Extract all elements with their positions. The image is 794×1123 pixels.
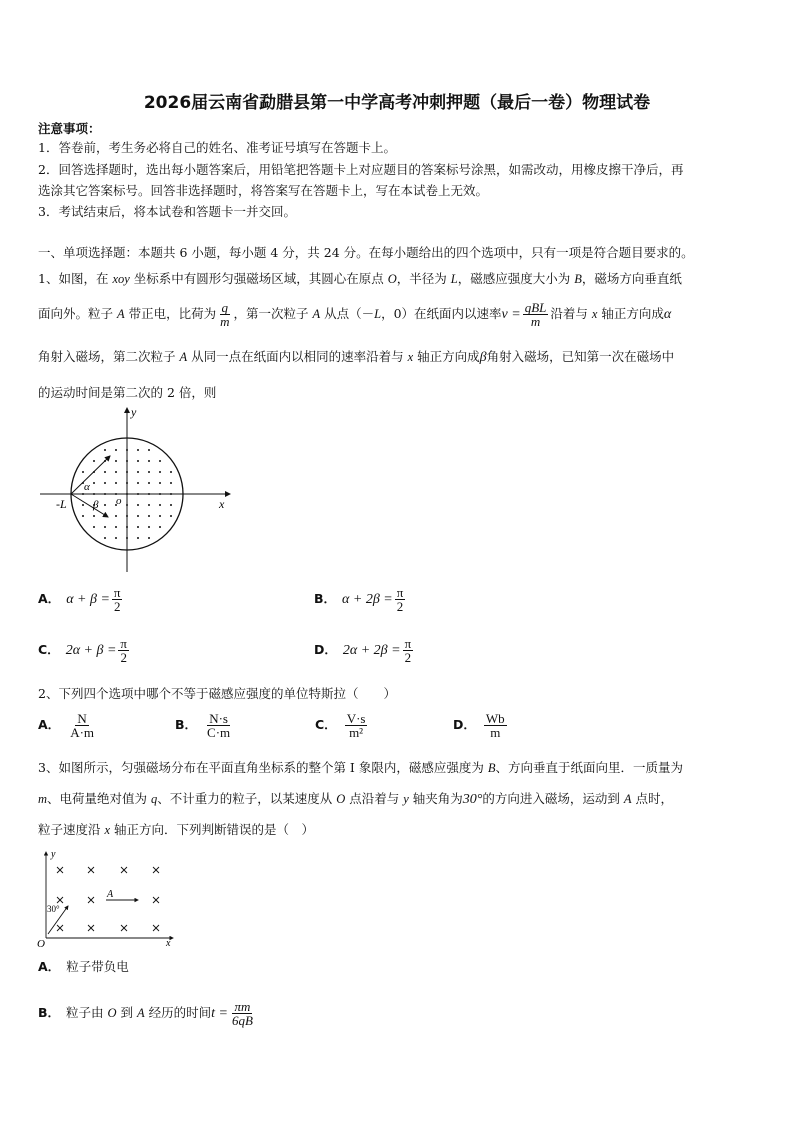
- field-dot: [82, 471, 84, 473]
- field-dot: [159, 460, 161, 462]
- q1-line-4: 的运动时间是第二次的 2 倍，则: [38, 385, 217, 400]
- q1-line-3: 角射入磁场，第二次粒子 A 从同一点在纸面内以相同的速率沿着与 x 轴正方向成β角射入磁场，已知第一次在磁场中: [38, 349, 675, 365]
- field-cross: [121, 925, 127, 931]
- field-dot: [115, 482, 117, 484]
- field-dot: [137, 537, 139, 539]
- field-dot: [159, 515, 161, 517]
- field-cross: [153, 897, 159, 903]
- field-dot: [126, 471, 128, 473]
- field-cross: [88, 897, 94, 903]
- field-dot: [104, 471, 106, 473]
- field-dot: [159, 471, 161, 473]
- field-dot: [93, 515, 95, 517]
- q3-first-quadrant-figure: [36, 846, 178, 948]
- field-dot: [115, 460, 117, 462]
- field-dot: [137, 504, 139, 506]
- field-dot: [170, 504, 172, 506]
- field-cross: [57, 925, 63, 931]
- field-cross: [88, 867, 94, 873]
- field-dot: [137, 526, 139, 528]
- q2-option-b[interactable]: B． $\frac{N\cdot s}{C\cdot m}$: [175, 711, 231, 740]
- field-dot: [115, 515, 117, 517]
- field-dot: [82, 504, 84, 506]
- field-cross: [57, 867, 63, 873]
- notes-heading: 注意事项：: [38, 121, 101, 136]
- q2-option-d[interactable]: D． $\frac{Wb}{m}$: [453, 711, 505, 740]
- field-dot: [126, 537, 128, 539]
- field-dot: [126, 515, 128, 517]
- field-dot: [159, 504, 161, 506]
- field-dot: [170, 471, 172, 473]
- y-axis-label: y: [131, 405, 137, 419]
- field-dot: [93, 493, 95, 495]
- field-dot: [93, 460, 95, 462]
- field-dot: [148, 515, 150, 517]
- field-dot: [82, 515, 84, 517]
- note-item-2-cont: 选涂其它答案标号。回答非选择题时，将答案写在答题卡上，写在本试卷上无效。: [38, 183, 489, 198]
- field-dot: [148, 471, 150, 473]
- velocity-arrow-beta: [71, 494, 108, 517]
- field-cross: [57, 897, 63, 903]
- field-dot: [148, 482, 150, 484]
- field-dot: [170, 515, 172, 517]
- q1-magnetic-field-figure: [36, 404, 236, 576]
- field-dot: [170, 482, 172, 484]
- q1-option-a[interactable]: A． α + β = $\frac{\pi}{2}$: [38, 585, 121, 614]
- q1-option-b[interactable]: B． α + 2β = $\frac{\pi}{2}$: [314, 585, 404, 614]
- q3-option-a[interactable]: A． 粒子带负电: [38, 959, 129, 974]
- field-dot: [126, 526, 128, 528]
- field-dot: [104, 449, 106, 451]
- field-dot: [104, 482, 106, 484]
- field-dot: [159, 493, 161, 495]
- field-dot: [137, 449, 139, 451]
- field-dot: [159, 482, 161, 484]
- field-dot: [148, 449, 150, 451]
- field-dot: [148, 493, 150, 495]
- field-dot: [115, 449, 117, 451]
- field-dot: [137, 515, 139, 517]
- field-dot: [115, 471, 117, 473]
- field-dot: [137, 471, 139, 473]
- x-axis-label: x: [219, 497, 225, 511]
- alpha-label: α: [84, 481, 90, 493]
- field-dot: [137, 493, 139, 495]
- x-axis-label: x: [166, 938, 171, 948]
- q2-stem: 2、下列四个选项中哪个不等于磁感应强度的单位特斯拉（ ）: [38, 686, 396, 701]
- q1-line-1: 1、如图，在 xoy 坐标系中有圆形匀强磁场区域，其圆心在原点 O，半径为 L，磁感应强度大小为 B，磁场方向垂直纸: [38, 271, 682, 286]
- field-dot: [126, 449, 128, 451]
- q1-option-d[interactable]: D． 2α + 2β = $\frac{\pi}{2}$: [314, 636, 412, 665]
- q2-option-a[interactable]: A． $\frac{N}{A\cdot m}$: [38, 711, 95, 740]
- page-title: 2026届云南省勐腊县第一中学高考冲刺押题（最后一卷）物理试卷: [143, 93, 651, 113]
- point-a-label: A: [107, 889, 114, 900]
- field-dot: [159, 526, 161, 528]
- q1-line-2: 面向外。粒子 A 带正电，比荷为 $\frac{q}{m}$ ，第一次粒子 A 从点（－L，0）在纸面内以速率v = $\frac{\text{qBL}}{m}$ 沿着与 x 轴正方向成α: [38, 300, 672, 329]
- q1-option-c[interactable]: C． 2α + β = $\frac{\pi}{2}$: [38, 636, 127, 665]
- field-cross: [153, 925, 159, 931]
- field-dot: [104, 493, 106, 495]
- origin-label: o: [116, 495, 122, 507]
- field-dot: [104, 526, 106, 528]
- field-dot: [104, 504, 106, 506]
- angle-label: 30°: [47, 904, 60, 914]
- field-dot: [148, 526, 150, 528]
- field-cross: [121, 867, 127, 873]
- field-dot: [126, 460, 128, 462]
- y-axis-label: y: [51, 849, 56, 860]
- neg-l-label: -L: [56, 497, 67, 511]
- field-dot: [115, 537, 117, 539]
- field-dot: [137, 482, 139, 484]
- note-item-1: 1．答卷前，考生务必将自己的姓名、准考证号填写在答题卡上。: [38, 140, 396, 155]
- q2-option-c[interactable]: C． $\frac{V\cdot s}{\text{m²}}$: [315, 711, 366, 740]
- origin-label: O: [37, 938, 45, 948]
- field-dot: [93, 482, 95, 484]
- q3-line-3: 粒子速度沿 x 轴正方向．下列判断错误的是（ ）: [38, 822, 315, 837]
- field-dot: [82, 493, 84, 495]
- field-dot: [126, 482, 128, 484]
- section-heading: 一、单项选择题：本题共 6 小题，每小题 4 分，共 24 分。在每小题给出的四个选项中，只有一项是符合题目要求的。: [38, 245, 694, 260]
- note-item-3: 3．考试结束后，将本试卷和答题卡一并交回。: [38, 204, 296, 219]
- note-item-2: 2．回答选择题时，选出每小题答案后，用铅笔把答题卡上对应题目的答案标号涂黑，如需改动，用橡皮擦干净后，再: [38, 162, 684, 177]
- field-dot: [126, 493, 128, 495]
- q3-option-b[interactable]: B． 粒子由 O 到 A 经历的时间t = $\frac{\pi m}{6qB}$: [38, 999, 253, 1028]
- beta-label: β: [93, 499, 99, 511]
- charge-ratio-fraction: $\frac{q}{m}$: [220, 300, 230, 329]
- field-dot: [148, 537, 150, 539]
- field-dot: [148, 460, 150, 462]
- field-dot: [115, 526, 117, 528]
- velocity-fraction: $\frac{\text{qBL}}{m}$: [524, 300, 547, 329]
- velocity-arrow-alpha: [71, 456, 110, 494]
- field-dot: [148, 504, 150, 506]
- field-cross: [88, 925, 94, 931]
- q3-line-1: 3、如图所示，匀强磁场分布在平面直角坐标系的整个第 I 象限内，磁感应强度为 B、方向垂直于纸面向里．一质量为: [38, 760, 683, 775]
- field-cross: [153, 867, 159, 873]
- field-dot: [137, 460, 139, 462]
- field-dot: [93, 526, 95, 528]
- q3-line-2: m、电荷量绝对值为 q、不计重力的粒子，以某速度从 O 点沿着与 y 轴夹角为30°的方向进入磁场，运动到 A 点时，: [38, 791, 673, 807]
- field-dot: [126, 504, 128, 506]
- field-dot: [104, 537, 106, 539]
- field-dot: [170, 493, 172, 495]
